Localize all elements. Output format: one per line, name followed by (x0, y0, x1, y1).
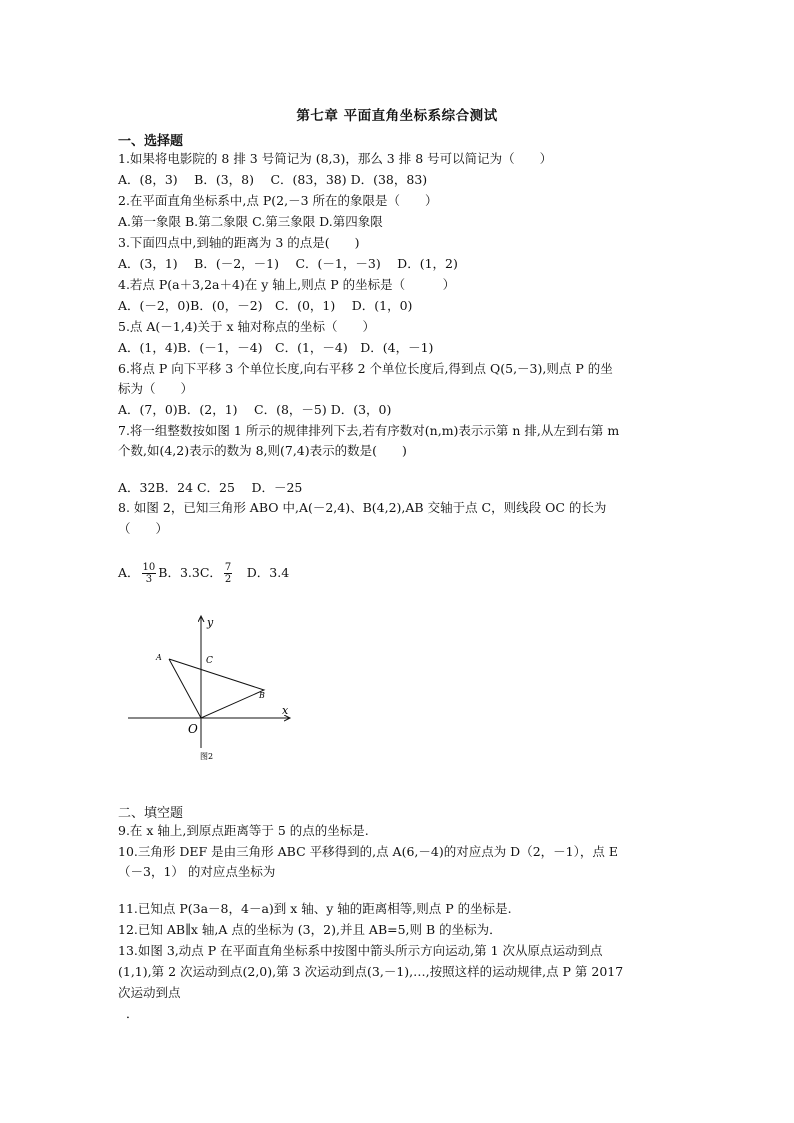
figure-2-diagram (120, 612, 310, 770)
question-13-line-3: 次运动到点 (118, 985, 181, 1000)
question-5: 5.点 A(－1,4)关于 x 轴对称点的坐标（ ） (118, 319, 376, 334)
point-a-label: A (156, 653, 162, 662)
question-1-options: A．(8，3) B．(3，8) C．(83，38) D．(38，83) (118, 172, 428, 187)
question-6-line-2: 标为（ ） (118, 381, 194, 396)
option-a-label: A． (118, 565, 140, 580)
question-4-options: A．(－2，0)B．(0，－2) C．(0，1) D．(1，0) (118, 298, 413, 313)
fraction-numerator: 10 (142, 562, 156, 573)
question-12: 12.已知 AB∥x 轴,A 点的坐标为 (3，2),并且 AB=5,则 B 的坐标为． (118, 922, 502, 937)
x-axis-label: x (282, 704, 289, 717)
question-8-line-1: 8. 如图 2，已知三角形 ABO 中,A(－2,4)、B(4,2),AB 交轴于点 C，则线段 OC 的长为 (118, 500, 607, 515)
question-7-options: A．32B．24 C．25 D．－25 (118, 480, 303, 495)
question-10-line-2: （－3，1） 的对应点坐标为 (118, 864, 276, 879)
y-axis-label: y (207, 616, 214, 629)
question-10-line-1: 10.三角形 DEF 是由三角形 ABC 平移得到的,点 A(6,－4)的对应点为 D（2，－1），点 E (118, 844, 618, 859)
question-13-line-1: 13.如图 3,动点 P 在平面直角坐标系中按图中箭头所示方向运动,第 1 次从原点运动到点 (118, 943, 603, 958)
point-c-label: C (206, 656, 213, 666)
question-9: 9.在 x 轴上,到原点距离等于 5 的点的坐标是. (118, 823, 369, 838)
question-6-options: A．(7，0)B．(2，1) C．(8，－5) D．(3，0) (118, 402, 392, 417)
figure-caption: 图2 (200, 752, 214, 761)
option-d-label: D．3.4 (234, 565, 290, 580)
point-b-label: B (259, 691, 265, 700)
question-8-options (118, 560, 678, 586)
question-7-line-1: 7.将一组整数按如图 1 所示的规律排列下去,若有序数对(n,m)表示示第 n 排,从左到右第 m (118, 423, 620, 438)
question-13-line-2: (1,1),第 2 次运动到点(2,0),第 3 次运动到点(3,－1),…,按照这样的运动规律,点 P 第 2017 (118, 964, 624, 979)
question-13-line-4: ． (126, 1006, 139, 1021)
origin-label: O (188, 722, 198, 736)
option-b-label: B．3.3C． (158, 565, 222, 580)
question-2: 2.在平面直角坐标系中,点 P(2,－3 所在的象限是（ ） (118, 193, 438, 208)
fraction-denominator: 2 (224, 574, 232, 585)
question-3: 3.下面四点中,到轴的距离为 3 的点是( ) (118, 235, 360, 250)
question-6-line-1: 6.将点 P 向下平移 3 个单位长度,向右平移 2 个单位长度后,得到点 Q(5,－3),则点 P 的坐 (118, 361, 613, 376)
question-7-line-2: 个数,如(4,2)表示的数为 8,则(7,4)表示的数是( ) (118, 443, 407, 458)
fraction-numerator: 7 (224, 562, 232, 573)
fraction-option-a (142, 562, 157, 585)
question-5-options: A．(1，4)B．(－1，－4) C．(1，－4) D．(4，－1) (118, 340, 434, 355)
fraction-option-c (224, 562, 232, 585)
question-11: 11.已知点 P(3a－8，4－a)到 x 轴、y 轴的距离相等,则点 P 的坐标是. (118, 901, 512, 916)
section-heading-choice: 一、选择题 (118, 134, 184, 149)
question-3-options: A．(3，1) B．(－2，－1) C．(－1，－3) D．(1，2) (118, 256, 458, 271)
fraction-denominator: 3 (145, 574, 153, 585)
question-4: 4.若点 P(a＋3,2a＋4)在 y 轴上,则点 P 的坐标是（ ） (118, 277, 456, 292)
question-8-line-2: （ ） (118, 521, 169, 536)
question-2-options: A.第一象限 B.第二象限 C.第三象限 D.第四象限 (118, 214, 383, 229)
question-1: 1.如果将电影院的 8 排 3 号简记为 (8,3)，那么 3 排 8 号可以简记为（ ） (118, 151, 553, 166)
section-heading-fill: 二、填空题 (118, 806, 184, 821)
triangle-abo (169, 659, 264, 718)
page-title: 第七章 平面直角坐标系综合测试 (296, 108, 498, 124)
